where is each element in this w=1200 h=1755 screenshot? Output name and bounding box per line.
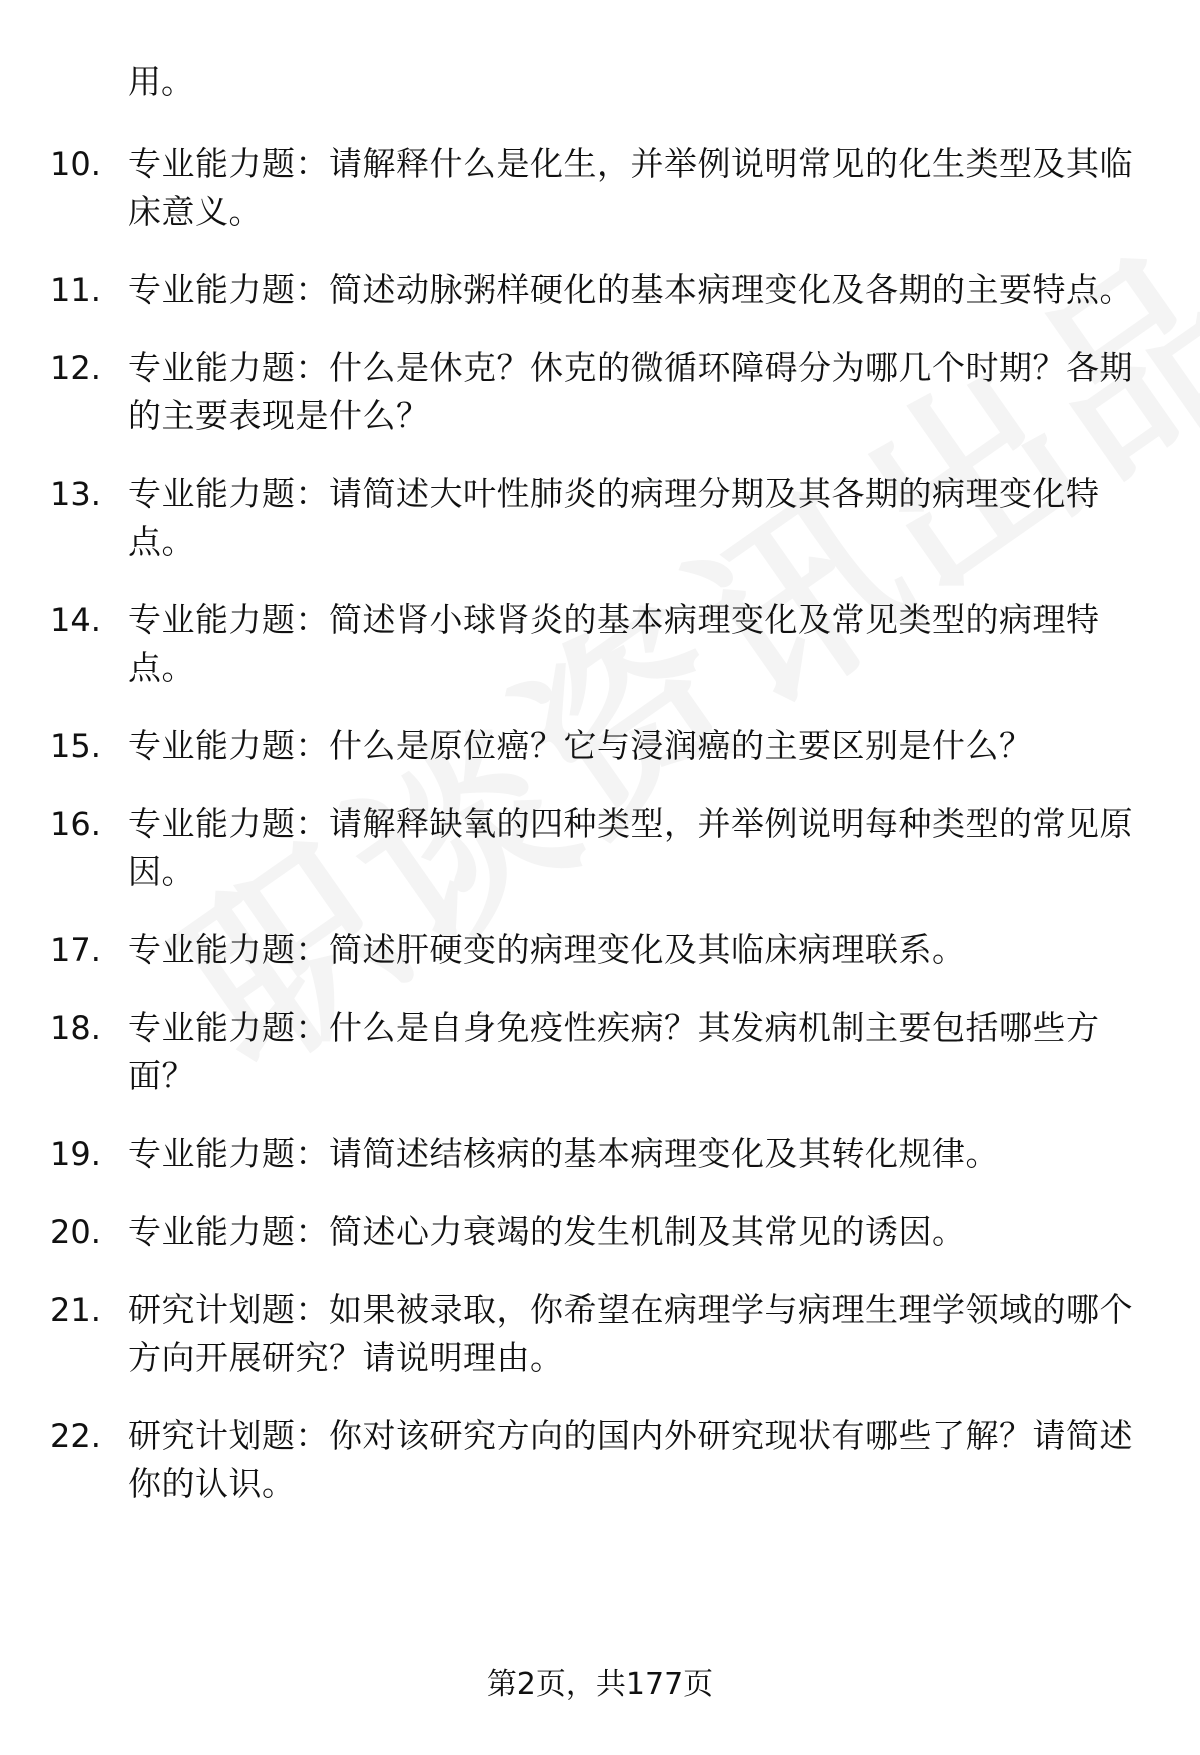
item-text: 研究计划题：如果被录取，你希望在病理学与病理生理学领域的哪个方向开展研究？请说明理由。 [128,1290,1133,1377]
item-text: 专业能力题：什么是休克？休克的微循环障碍分为哪几个时期？各期的主要表现是什么？ [128,348,1133,435]
question-list [0,140,1200,1538]
list-item [0,926,1200,974]
list-item [0,722,1200,770]
list-item [0,344,1200,440]
item-text: 专业能力题：什么是自身免疫性疾病？其发病机制主要包括哪些方面？ [128,1008,1100,1095]
item-number: 12. [50,349,101,387]
list-item [0,1004,1200,1100]
list-item [0,470,1200,566]
item-text: 研究计划题：你对该研究方向的国内外研究现状有哪些了解？请简述你的认识。 [128,1416,1133,1503]
list-item [0,266,1200,314]
list-item [0,596,1200,692]
item-text: 专业能力题：什么是原位癌？它与浸润癌的主要区别是什么？ [128,726,1033,765]
item-number: 11. [50,271,101,309]
item-number: 20. [50,1213,101,1251]
item-text: 专业能力题：简述动脉粥样硬化的基本病理变化及各期的主要特点。 [128,270,1133,309]
item-text: 专业能力题：简述肾小球肾炎的基本病理变化及常见类型的病理特点。 [128,600,1100,687]
list-item [0,140,1200,236]
item-number: 21. [50,1291,101,1329]
item-number: 22. [50,1417,101,1455]
item-text: 专业能力题：简述肝硬变的病理变化及其临床病理联系。 [128,930,966,969]
item-number: 19. [50,1135,101,1173]
item-text: 专业能力题：简述心力衰竭的发生机制及其常见的诱因。 [128,1212,966,1251]
item-number: 18. [50,1009,101,1047]
item-text: 专业能力题：请简述结核病的基本病理变化及其转化规律。 [128,1134,999,1173]
item-number: 14. [50,601,101,639]
item-text: 专业能力题：请简述大叶性肺炎的病理分期及其各期的病理变化特点。 [128,474,1100,561]
list-item [0,1130,1200,1178]
item-number: 17. [50,931,101,969]
item-number: 13. [50,475,101,513]
item-text: 专业能力题：请解释缺氧的四种类型，并举例说明每种类型的常见原因。 [128,804,1133,891]
list-item [0,800,1200,896]
page-footer: 第2页，共177页 [486,1667,714,1702]
item-number: 15. [50,727,101,765]
list-item [0,1286,1200,1382]
list-item [0,1412,1200,1508]
list-item [0,1208,1200,1256]
continued-text: 用。 [128,62,194,101]
item-number: 16. [50,805,101,843]
item-text: 专业能力题：请解释什么是化生，并举例说明常见的化生类型及其临床意义。 [128,144,1133,231]
item-number: 10. [50,145,101,183]
